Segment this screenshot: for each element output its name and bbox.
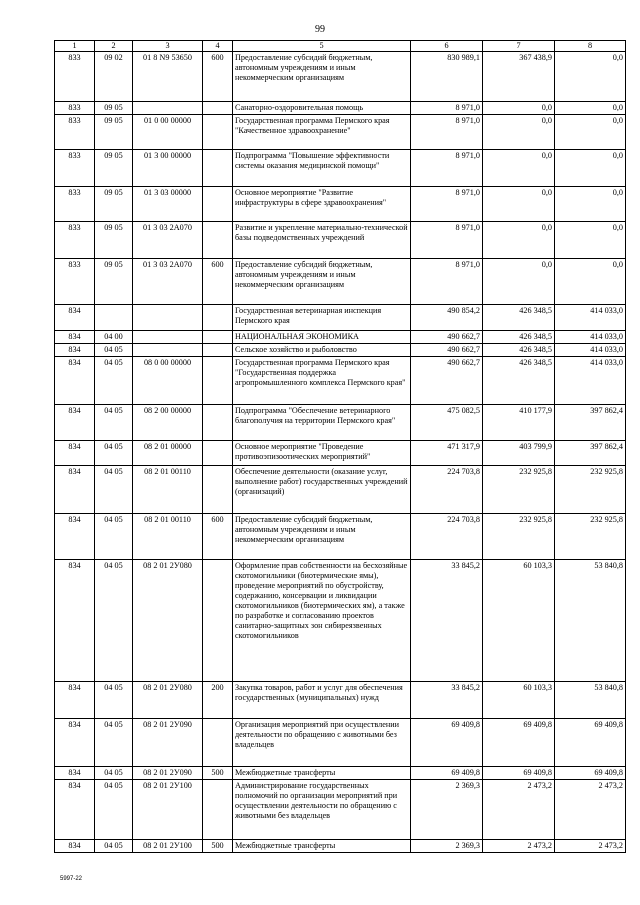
item-name: Закупка товаров, работ и услуг для обеспечения государственных (муниципальных) нужд (233, 682, 411, 719)
section-code: 04 05 (95, 780, 133, 840)
amount-col6: 8 971,0 (411, 187, 483, 222)
amount-col8: 0,0 (555, 259, 626, 305)
item-name: Организация мероприятий при осуществлении деятельности по обращению с животными без владельцев (233, 719, 411, 767)
section-code: 04 00 (95, 331, 133, 344)
item-name: Предоставление субсидий бюджетным, автономным учреждениям и иным некоммерческим организациям (233, 514, 411, 560)
column-header: 4 (203, 41, 233, 52)
column-header: 7 (483, 41, 555, 52)
table-row (55, 331, 626, 344)
table-row (55, 52, 626, 102)
amount-col8: 0,0 (555, 150, 626, 187)
table-row (55, 357, 626, 405)
target-code: 08 2 01 2У090 (133, 767, 203, 780)
admin-code: 834 (55, 719, 95, 767)
table-row (55, 187, 626, 222)
section-code: 04 05 (95, 560, 133, 682)
amount-col7: 232 925,8 (483, 514, 555, 560)
section-code: 04 05 (95, 441, 133, 466)
amount-col8: 232 925,8 (555, 466, 626, 514)
section-code: 04 05 (95, 466, 133, 514)
target-code: 08 2 01 2У080 (133, 560, 203, 682)
section-code: 04 05 (95, 357, 133, 405)
amount-col8: 69 409,8 (555, 767, 626, 780)
table-row (55, 780, 626, 840)
amount-col6: 2 369,3 (411, 840, 483, 853)
amount-col8: 53 840,8 (555, 560, 626, 682)
section-code (95, 305, 133, 331)
item-name: Санаторно-оздоровительная помощь (233, 102, 411, 115)
section-code: 09 05 (95, 102, 133, 115)
admin-code: 834 (55, 780, 95, 840)
item-name: Подпрограмма "Повышение эффективности системы оказания медицинской помощи" (233, 150, 411, 187)
table-row (55, 560, 626, 682)
amount-col6: 475 082,5 (411, 405, 483, 441)
amount-col6: 471 317,9 (411, 441, 483, 466)
target-code: 08 0 00 00000 (133, 357, 203, 405)
admin-code: 834 (55, 441, 95, 466)
section-code: 04 05 (95, 514, 133, 560)
table-row (55, 441, 626, 466)
expense-type-code: 500 (203, 840, 233, 853)
admin-code: 834 (55, 331, 95, 344)
expense-type-code (203, 357, 233, 405)
item-name: Оформление прав собственности на бесхозяйные скотомогильники (биотермические ямы), проведение мероприятий по обустройству, содержанию, консервации и ликвидации скотомогильников (биотермических ям), а также по разработке и согласованию проектов санитарно-защитных зон сибиреязвенных скотомогильников (233, 560, 411, 682)
table-row (55, 305, 626, 331)
amount-col6: 490 662,7 (411, 331, 483, 344)
expense-type-code (203, 115, 233, 150)
amount-col8: 414 033,0 (555, 305, 626, 331)
amount-col6: 8 971,0 (411, 222, 483, 259)
admin-code: 834 (55, 514, 95, 560)
amount-col6: 33 845,2 (411, 682, 483, 719)
amount-col6: 224 703,8 (411, 514, 483, 560)
target-code: 08 2 01 2У090 (133, 719, 203, 767)
amount-col8: 69 409,8 (555, 719, 626, 767)
section-code: 09 05 (95, 115, 133, 150)
expense-type-code (203, 719, 233, 767)
expense-type-code (203, 780, 233, 840)
expense-type-code: 600 (203, 52, 233, 102)
amount-col7: 69 409,8 (483, 767, 555, 780)
amount-col7: 0,0 (483, 222, 555, 259)
expense-type-code (203, 560, 233, 682)
expense-type-code: 200 (203, 682, 233, 719)
amount-col8: 414 033,0 (555, 357, 626, 405)
target-code: 01 3 03 00000 (133, 187, 203, 222)
admin-code: 834 (55, 682, 95, 719)
amount-col7: 0,0 (483, 115, 555, 150)
column-header: 2 (95, 41, 133, 52)
target-code (133, 102, 203, 115)
amount-col8: 0,0 (555, 102, 626, 115)
column-header: 5 (233, 41, 411, 52)
amount-col7: 2 473,2 (483, 840, 555, 853)
section-code: 04 05 (95, 719, 133, 767)
item-name: Основное мероприятие "Развитие инфраструктуры в сфере здравоохранения" (233, 187, 411, 222)
amount-col6: 2 369,3 (411, 780, 483, 840)
admin-code: 833 (55, 102, 95, 115)
amount-col7: 232 925,8 (483, 466, 555, 514)
item-name: Государственная программа Пермского края "Государственная поддержка агропромышленного комплекса Пермского края" (233, 357, 411, 405)
amount-col6: 490 662,7 (411, 357, 483, 405)
amount-col7: 69 409,8 (483, 719, 555, 767)
amount-col8: 0,0 (555, 52, 626, 102)
amount-col8: 2 473,2 (555, 780, 626, 840)
admin-code: 834 (55, 305, 95, 331)
admin-code: 834 (55, 560, 95, 682)
amount-col6: 8 971,0 (411, 150, 483, 187)
amount-col6: 224 703,8 (411, 466, 483, 514)
admin-code: 834 (55, 357, 95, 405)
item-name: Межбюджетные трансферты (233, 840, 411, 853)
expense-type-code (203, 102, 233, 115)
admin-code: 833 (55, 222, 95, 259)
amount-col8: 53 840,8 (555, 682, 626, 719)
amount-col8: 0,0 (555, 222, 626, 259)
item-name: НАЦИОНАЛЬНАЯ ЭКОНОМИКА (233, 331, 411, 344)
admin-code: 834 (55, 405, 95, 441)
amount-col7: 426 348,5 (483, 331, 555, 344)
target-code: 01 8 N9 53650 (133, 52, 203, 102)
target-code: 08 2 01 2У100 (133, 840, 203, 853)
admin-code: 833 (55, 150, 95, 187)
target-code (133, 344, 203, 357)
section-code: 09 05 (95, 187, 133, 222)
table-row (55, 514, 626, 560)
amount-col6: 8 971,0 (411, 115, 483, 150)
admin-code: 834 (55, 466, 95, 514)
amount-col7: 403 799,9 (483, 441, 555, 466)
item-name: Сельское хозяйство и рыболовство (233, 344, 411, 357)
admin-code: 834 (55, 344, 95, 357)
amount-col6: 490 662,7 (411, 344, 483, 357)
target-code (133, 305, 203, 331)
expense-type-code (203, 441, 233, 466)
expense-type-code (203, 344, 233, 357)
expense-type-code (203, 305, 233, 331)
header-row (55, 41, 626, 52)
table-row (55, 102, 626, 115)
amount-col6: 8 971,0 (411, 102, 483, 115)
amount-col7: 426 348,5 (483, 305, 555, 331)
section-code: 09 05 (95, 222, 133, 259)
table-row (55, 719, 626, 767)
admin-code: 833 (55, 187, 95, 222)
column-header: 3 (133, 41, 203, 52)
amount-col7: 60 103,3 (483, 682, 555, 719)
amount-col6: 33 845,2 (411, 560, 483, 682)
amount-col8: 232 925,8 (555, 514, 626, 560)
section-code: 09 05 (95, 150, 133, 187)
column-header: 8 (555, 41, 626, 52)
admin-code: 833 (55, 115, 95, 150)
amount-col6: 69 409,8 (411, 767, 483, 780)
table-row (55, 682, 626, 719)
target-code: 08 2 01 00000 (133, 441, 203, 466)
amount-col6: 830 989,1 (411, 52, 483, 102)
section-code: 09 02 (95, 52, 133, 102)
item-name: Администрирование государственных полномочий по организации мероприятий при осуществлении деятельности по обращению с животными без владельцев (233, 780, 411, 840)
expense-type-code (203, 331, 233, 344)
target-code: 08 2 01 00110 (133, 514, 203, 560)
expense-type-code (203, 222, 233, 259)
section-code: 04 05 (95, 344, 133, 357)
amount-col7: 60 103,3 (483, 560, 555, 682)
item-name: Обеспечение деятельности (оказание услуг, выполнение работ) государственных учреждений (организаций) (233, 466, 411, 514)
amount-col8: 0,0 (555, 187, 626, 222)
item-name: Развитие и укрепление материально-технической базы подведомственных учреждений (233, 222, 411, 259)
item-name: Государственная ветеринарная инспекция Пермского края (233, 305, 411, 331)
amount-col8: 397 862,4 (555, 405, 626, 441)
target-code: 01 3 03 2А070 (133, 222, 203, 259)
page-number: 99 (315, 24, 325, 35)
expense-type-code: 500 (203, 767, 233, 780)
item-name: Межбюджетные трансферты (233, 767, 411, 780)
amount-col8: 0,0 (555, 115, 626, 150)
section-code: 09 05 (95, 259, 133, 305)
amount-col7: 410 177,9 (483, 405, 555, 441)
admin-code: 833 (55, 259, 95, 305)
amount-col8: 414 033,0 (555, 331, 626, 344)
table-row (55, 259, 626, 305)
item-name: Предоставление субсидий бюджетным, автономным учреждениям и иным некоммерческим организациям (233, 52, 411, 102)
table-row (55, 150, 626, 187)
target-code: 08 2 01 2У100 (133, 780, 203, 840)
section-code: 04 05 (95, 840, 133, 853)
amount-col7: 0,0 (483, 150, 555, 187)
item-name: Подпрограмма "Обеспечение ветеринарного благополучия на территории Пермского края" (233, 405, 411, 441)
expense-type-code (203, 150, 233, 187)
section-code: 04 05 (95, 405, 133, 441)
item-name: Предоставление субсидий бюджетным, автономным учреждениям и иным некоммерческим организациям (233, 259, 411, 305)
section-code: 04 05 (95, 767, 133, 780)
target-code: 01 3 03 2А070 (133, 259, 203, 305)
admin-code: 834 (55, 840, 95, 853)
budget-table (54, 40, 626, 853)
amount-col8: 2 473,2 (555, 840, 626, 853)
table-row (55, 344, 626, 357)
amount-col6: 69 409,8 (411, 719, 483, 767)
target-code: 08 2 01 2У080 (133, 682, 203, 719)
amount-col7: 0,0 (483, 102, 555, 115)
table-row (55, 222, 626, 259)
column-header: 6 (411, 41, 483, 52)
target-code: 08 2 01 00110 (133, 466, 203, 514)
expense-type-code: 600 (203, 514, 233, 560)
expense-type-code (203, 187, 233, 222)
target-code: 01 3 00 00000 (133, 150, 203, 187)
table-row (55, 767, 626, 780)
amount-col7: 426 348,5 (483, 357, 555, 405)
expense-type-code: 600 (203, 259, 233, 305)
column-header: 1 (55, 41, 95, 52)
target-code: 01 0 00 00000 (133, 115, 203, 150)
section-code: 04 05 (95, 682, 133, 719)
amount-col7: 426 348,5 (483, 344, 555, 357)
amount-col6: 490 854,2 (411, 305, 483, 331)
item-name: Государственная программа Пермского края "Качественное здравоохранение" (233, 115, 411, 150)
amount-col7: 0,0 (483, 187, 555, 222)
table-row (55, 466, 626, 514)
amount-col8: 397 862,4 (555, 441, 626, 466)
amount-col7: 0,0 (483, 259, 555, 305)
table-row (55, 405, 626, 441)
document-code: 5997-22 (60, 876, 83, 882)
amount-col7: 2 473,2 (483, 780, 555, 840)
admin-code: 834 (55, 767, 95, 780)
table-row (55, 840, 626, 853)
item-name: Основное мероприятие "Проведение противоэпизоотических мероприятий" (233, 441, 411, 466)
amount-col7: 367 438,9 (483, 52, 555, 102)
amount-col6: 8 971,0 (411, 259, 483, 305)
admin-code: 833 (55, 52, 95, 102)
target-code: 08 2 00 00000 (133, 405, 203, 441)
target-code (133, 331, 203, 344)
table-row (55, 115, 626, 150)
amount-col8: 414 033,0 (555, 344, 626, 357)
expense-type-code (203, 405, 233, 441)
expense-type-code (203, 466, 233, 514)
